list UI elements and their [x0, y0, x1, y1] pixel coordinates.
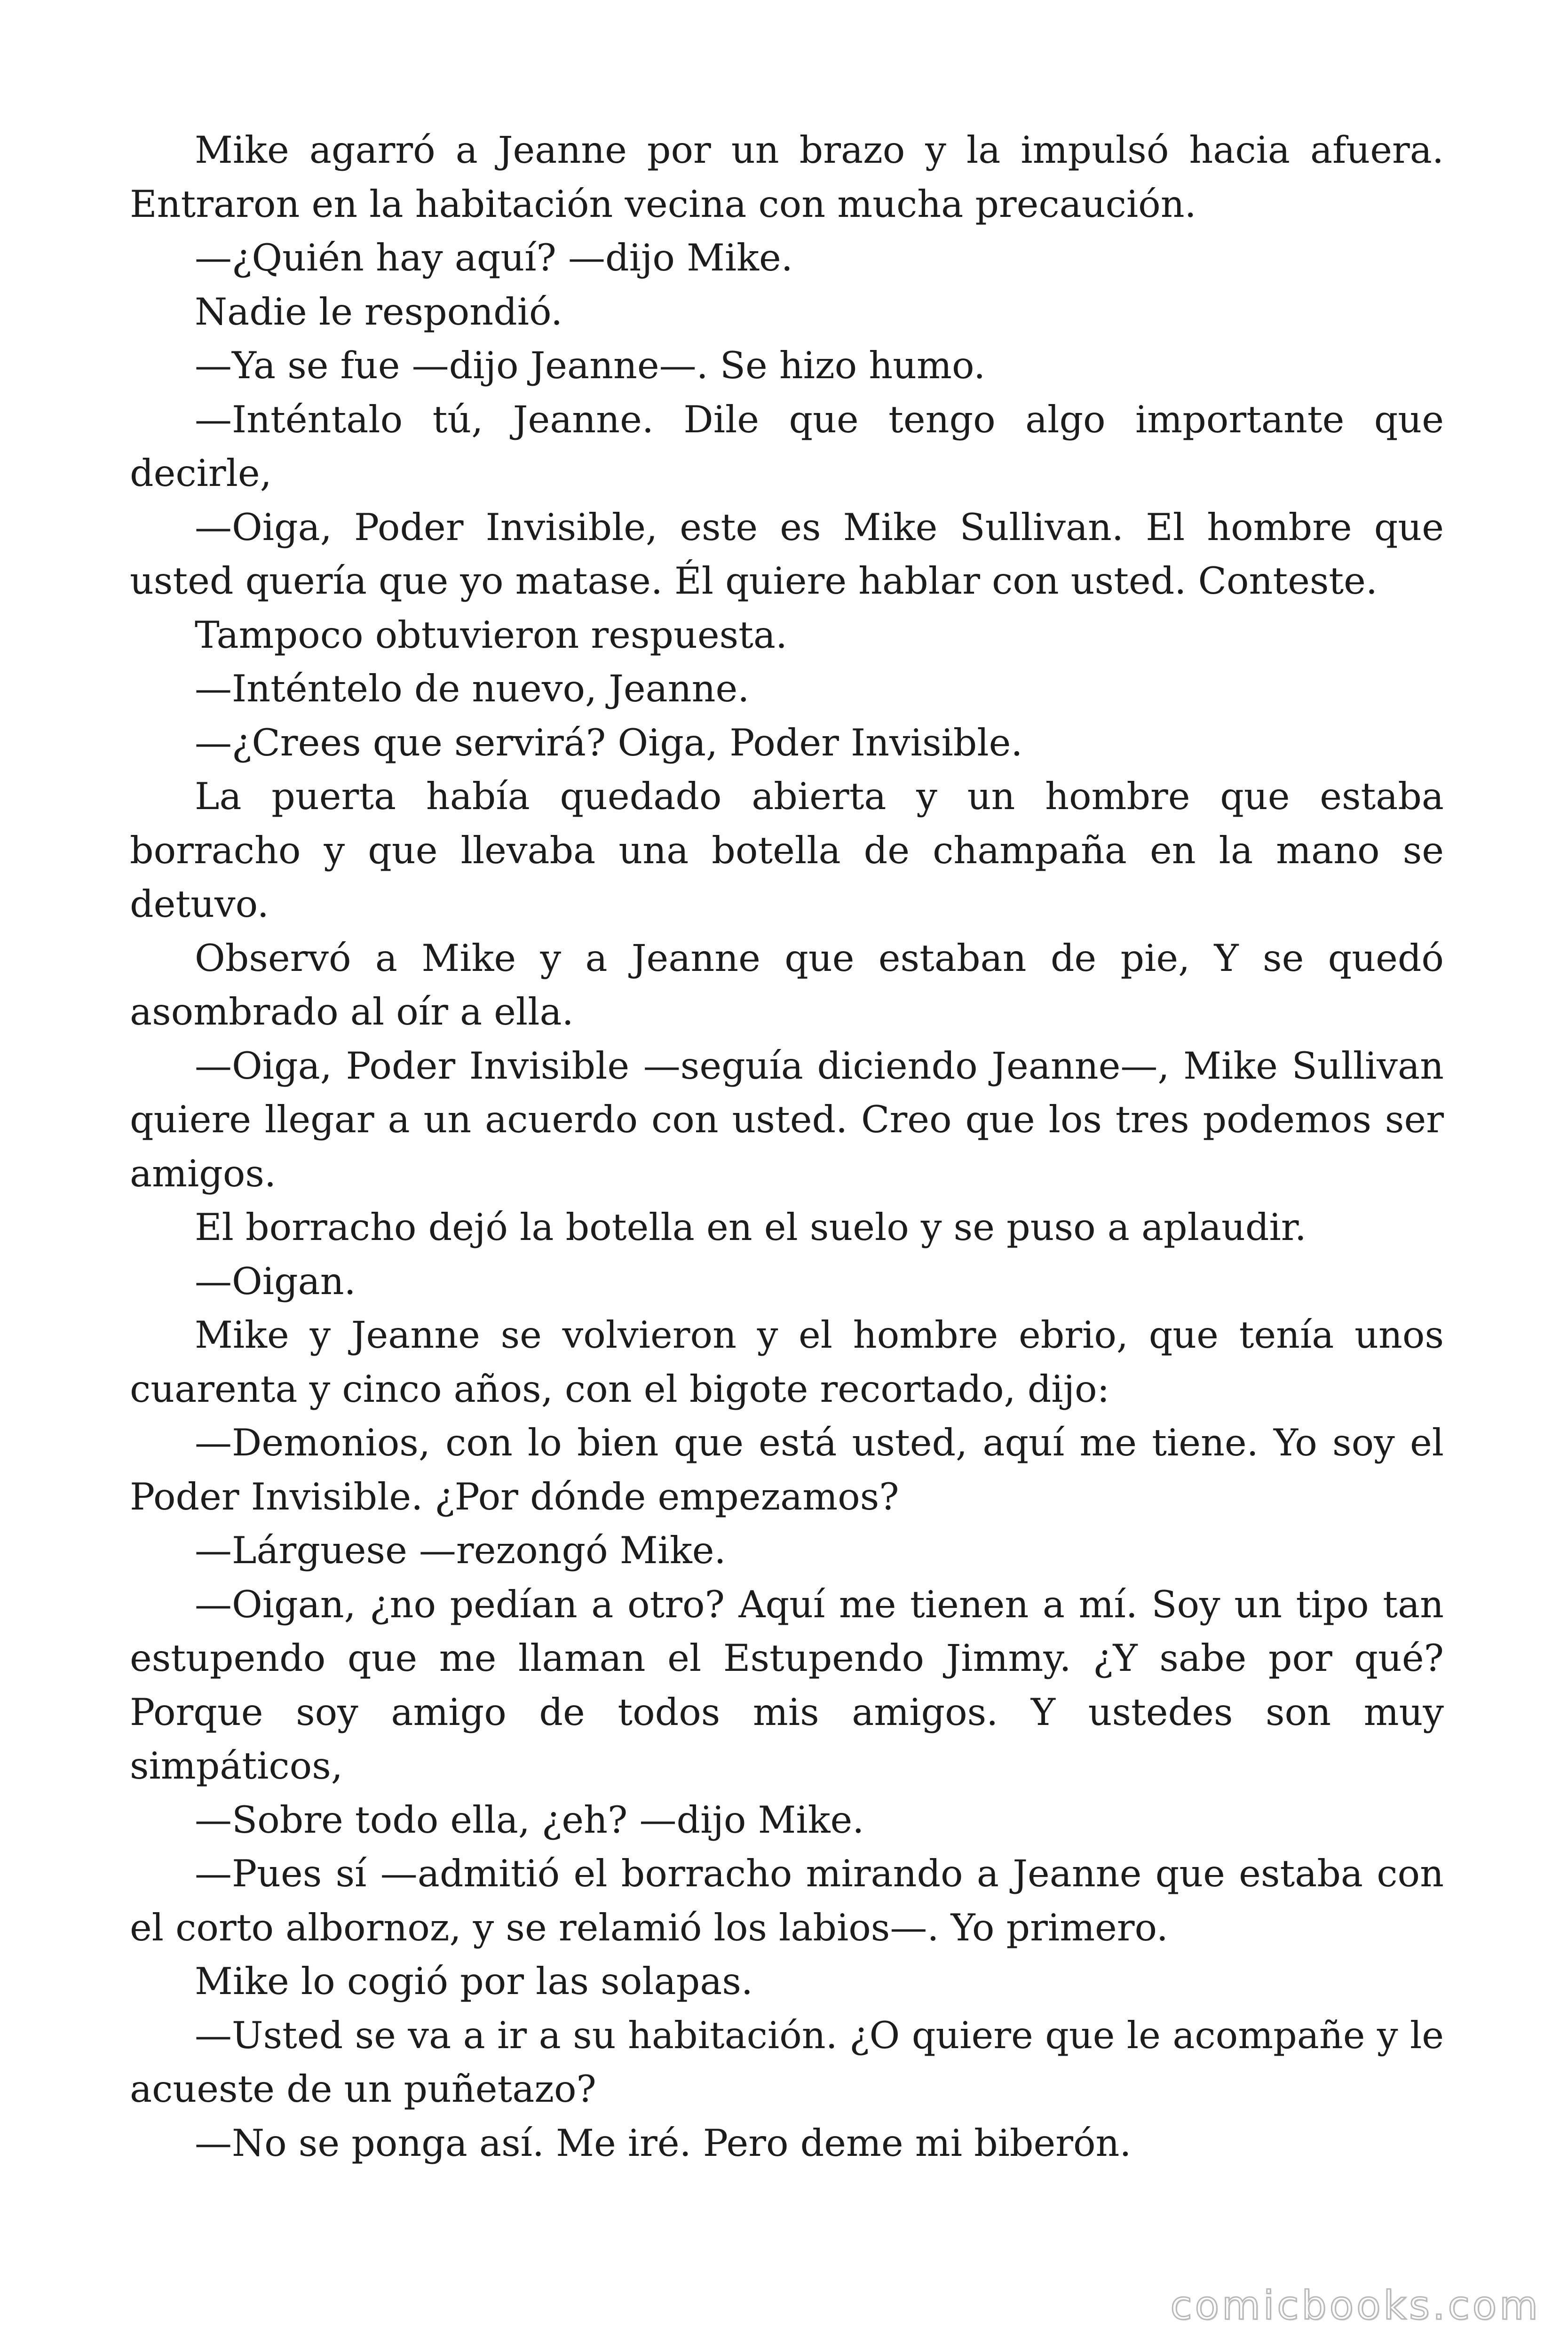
- paragraph: —Oigan.: [195, 1259, 356, 1303]
- watermark: comicbooks.com: [1170, 2282, 1541, 2328]
- paragraph: —Oiga, Poder Invisible —seguía diciendo Jeanne—, Mike Sullivan quiere llegar a un acuerdo con usted. Creo que los tres podemos ser amigos.: [130, 1044, 1444, 1195]
- paragraph: —¿Crees que servirá? Oiga, Poder Invisible.: [195, 721, 1023, 764]
- paragraph: Mike lo cogió por las solapas.: [195, 1960, 753, 2003]
- paragraph: —Inténtalo tú, Jeanne. Dile que tengo algo importante que decirle,: [130, 397, 1444, 495]
- paragraph: —Demonios, con lo bien que está usted, aquí me tiene. Yo soy el Poder Invisible. ¿Por dónde empezamos?: [130, 1421, 1444, 1518]
- paragraph: —Pues sí —admitió el borracho mirando a Jeanne que estaba con el corto albornoz, y se relamió los labios—. Yo primero.: [130, 1852, 1444, 1949]
- paragraph: —¿Quién hay aquí? —dijo Mike.: [195, 236, 793, 279]
- paragraph: El borracho dejó la botella en el suelo y se puso a aplaudir.: [195, 1206, 1307, 1249]
- paragraph: Observó a Mike y a Jeanne que estaban de pie, Y se quedó asombrado al oír a ella.: [130, 936, 1444, 1033]
- paragraph: Nadie le respondió.: [195, 290, 563, 334]
- page-text: [130, 123, 1444, 2170]
- paragraph: —Usted se va a ir a su habitación. ¿O quiere que le acompañe y le acueste de un puñetazo?: [130, 2013, 1444, 2111]
- paragraph: Tampoco obtuvieron respuesta.: [195, 613, 788, 657]
- paragraph: —Lárguese —rezongó Mike.: [195, 1529, 726, 1572]
- paragraph: —Ya se fue —dijo Jeanne—. Se hizo humo.: [195, 344, 986, 387]
- paragraph: —Oiga, Poder Invisible, este es Mike Sullivan. El hombre que usted quería que yo matase. Él quiere hablar con usted. Conteste.: [130, 505, 1444, 603]
- paragraph: Mike y Jeanne se volvieron y el hombre ebrio, que tenía unos cuarenta y cinco años, con el bigote recortado, dijo:: [130, 1313, 1444, 1411]
- paragraph: —Inténtelo de nuevo, Jeanne.: [195, 667, 750, 710]
- paragraph: —Sobre todo ella, ¿eh? —dijo Mike.: [195, 1798, 864, 1842]
- paragraph: Mike agarró a Jeanne por un brazo y la impulsó hacia afuera. Entraron en la habitación vecina con mucha precaución.: [130, 128, 1444, 226]
- paragraph: —Oigan, ¿no pedían a otro? Aquí me tienen a mí. Soy un tipo tan estupendo que me llaman el Estupendo Jimmy. ¿Y sabe por qué? Porque soy amigo de todos mis amigos. Y ustedes son muy simpáticos,: [130, 1582, 1444, 1788]
- paragraph: —No se ponga así. Me iré. Pero deme mi biberón.: [195, 2121, 1132, 2165]
- paragraph: La puerta había quedado abierta y un hombre que estaba borracho y que llevaba una botella de champaña en la mano se detuvo.: [130, 775, 1444, 926]
